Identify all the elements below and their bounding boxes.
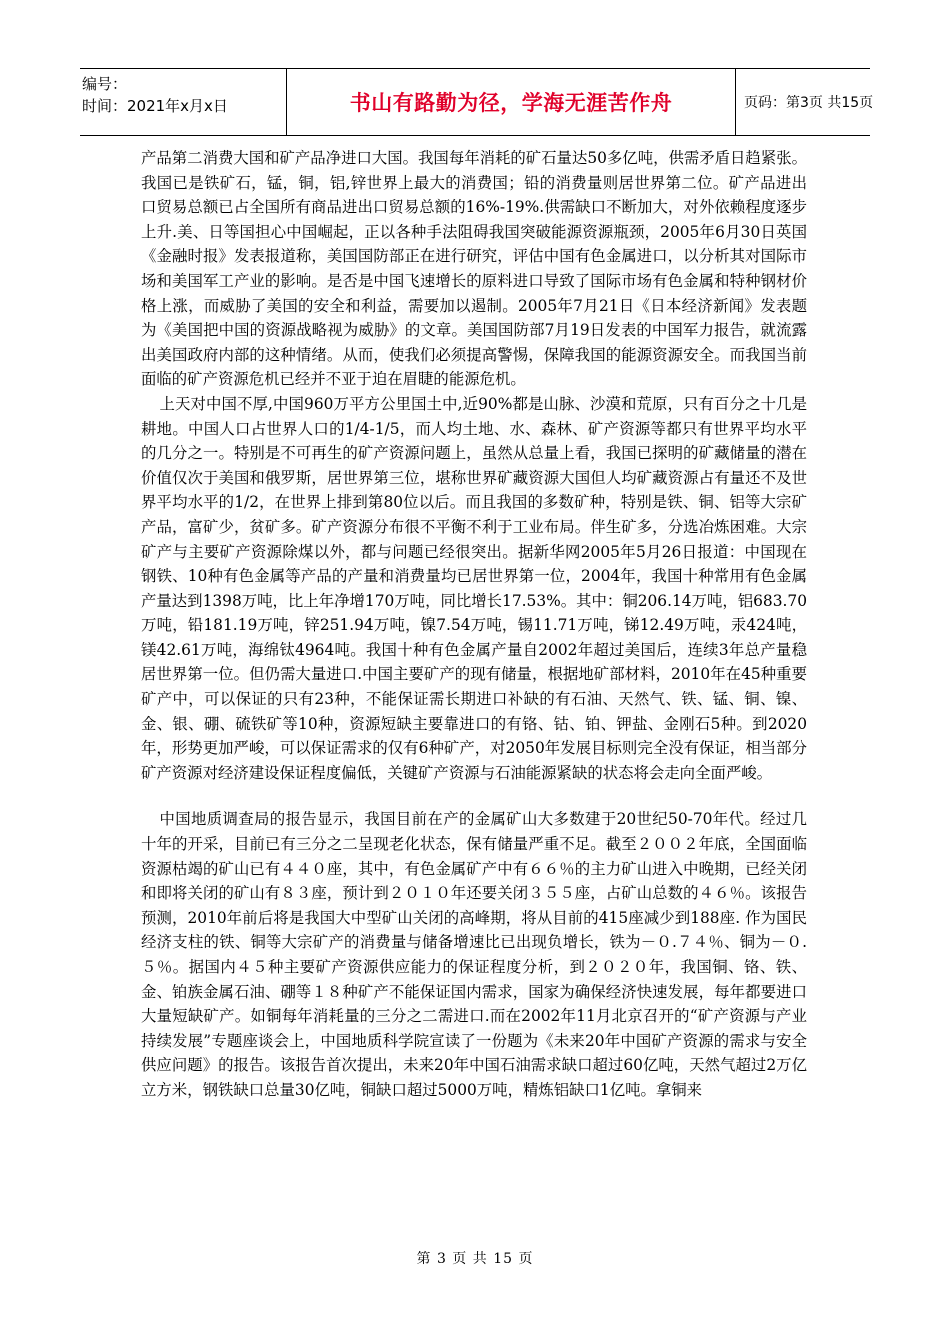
paragraph-3: 中国地质调查局的报告显示，我国目前在产的金属矿山大多数建于20世纪50-70年代。经过几十年的开采，目前已有三分之二呈现老化状态，保有储量严重不足。截至２００２年底，全国面临资源枯竭的矿山已有４４０座，其中，有色金属矿产中有６６％的主力矿山进入中晚期，已经关闭和即将关闭的矿山有８３座，预计到２０１０年还要关闭３５５座，占矿山总数的４６％。该报告预测，2010年前后将是我国大中型矿山关闭的高峰期，将从目前的415座减少到188座. 作为国民经济支柱的铁、铜等大宗矿产的消费量与储备增速比已出现负增长，铁为－０.７４％、铜为－０.５％。据国内４５种主要矿产资源供应能力的保证程度分析，到２０２０年，我国铜、铬、铁、金、铂族金属石油、硼等１８种矿产不能保证国内需求，国家为确保经济快速发展，每年都要进口大量短缺矿产。如铜每年消耗量的三分之二需进口.而在2002年11月北京召开的“矿产资源与产业持续发展”专题座谈会上，中国地质科学院宣读了一份题为《未来20年中国矿产资源的需求与安全供应问题》的报告。该报告首次提出，未来20年中国石油需求缺口超过60亿吨，天然气超过2万亿立方米，钢铁缺口总量30亿吨，铜缺口超过5000万吨，精炼铝缺口1亿吨。拿铜来 — [141, 810, 807, 1099]
header-meta — [80, 69, 287, 135]
document-body — [141, 146, 807, 1103]
page-footer: 第 3 页 共 15 页 — [416, 1251, 534, 1267]
header-motto-cell — [287, 69, 736, 135]
time-label: 时间：2021年x月x日 — [82, 97, 228, 115]
motto-text: 书山有路勤为径，学海无涯苦作舟 — [349, 91, 673, 115]
paragraph-2: 上天对中国不厚,中国960万平方公里国土中,近90%都是山脉、沙漠和荒原，只有百分之十几是耕地。中国人口占世界人口的1/4-1/5，而人均土地、水、森林、矿产资源等都只有世界平均水平的几分之一。特别是不可再生的矿产资源问题上，虽然从总量上看，我国已探明的矿藏储量的潜在价值仅次于美国和俄罗斯，居世界第三位，堪称世界矿藏资源大国但人均矿藏资源占有量还不及世界平均水平的1/2，在世界上排到第80位以后。而且我国的多数矿种，特别是铁、铜、铝等大宗矿产品，富矿少，贫矿多。矿产资源分布很不平衡不利于工业布局。伴生矿多，分选冶炼困难。大宗矿产与主要矿产资源除煤以外，都与问题已经很突出。据新华网2005年5月26日报道：中国现在钢铁、10种有色金属等产品的产量和消费量均已居世界第一位，2004年，我国十种常用有色金属产量达到1398万吨，比上年净增170万吨，同比增长17.53%。其中：铜206.14万吨，铝683.70万吨，铅181.19万吨，锌251.94万吨，镍7.54万吨，锡11.71万吨，锑12.49万吨，汞424吨，镁42.61万吨，海绵钛4964吨。我国十种有色金属产量自2002年超过美国后，连续3年总产量稳居世界第一位。但仍需大量进口.中国主要矿产的现有储量，根据地矿部材料，2010年在45种重要矿产中，可以保证的只有23种，不能保证需长期进口补缺的有石油、天然气、铁、锰、铜、镍、金、银、硼、硫铁矿等10种，资源短缺主要靠进口的有铬、钴、铂、钾盐、金刚石5种。到2020年，形势更加严峻，可以保证需求的仅有6种矿产，对2050年发展目标则完全没有保证，相当部分矿产资源对经济建设保证程度偏低，关键矿产资源与石油能源紧缺的状态将会走向全面严峻。 — [141, 394, 807, 782]
header-page-info — [736, 69, 874, 135]
paragraph-1: 产品第二消费大国和矿产品净进口大国。我国每年消耗的矿石量达50多亿吨，供需矛盾日趋紧张。我国已是铁矿石，锰，铜，铝,锌世界上最大的消费国；铅的消费量则居世界第二位。矿产品进出口贸易总额已占全国所有商品进出口贸易总额的16%-19%.供需缺口不断加大，对外依赖程度逐步上升.美、日等国担心中国崛起，正以各种手法阻碍我国突破能源资源瓶颈，2005年6月30日英国《金融时报》发表报道称，美国国防部正在进行研究，评估中国有色金属进口，以分析其对国际市场和美国军工产业的影响。是否是中国飞速增长的原料进口导致了国际市场有色金属和特种钢材价格上涨，而威胁了美国的安全和利益，需要加以遏制。2005年7月21日《日本经济新闻》发表题为《美国把中国的资源战略视为威胁》的文章。美国国防部7月19日发表的中国军力报告，就流露出美国政府内部的这种情绪。从而，使我们必须提高警惕，保障我国的能源资源安全。而我国当前面临的矿产资源危机已经并不亚于迫在眉睫的能源危机。 — [141, 149, 807, 389]
page-header — [80, 68, 874, 136]
page-info-text: 页码：第3页 共15页 — [744, 95, 874, 111]
number-label: 编号： — [82, 75, 128, 93]
